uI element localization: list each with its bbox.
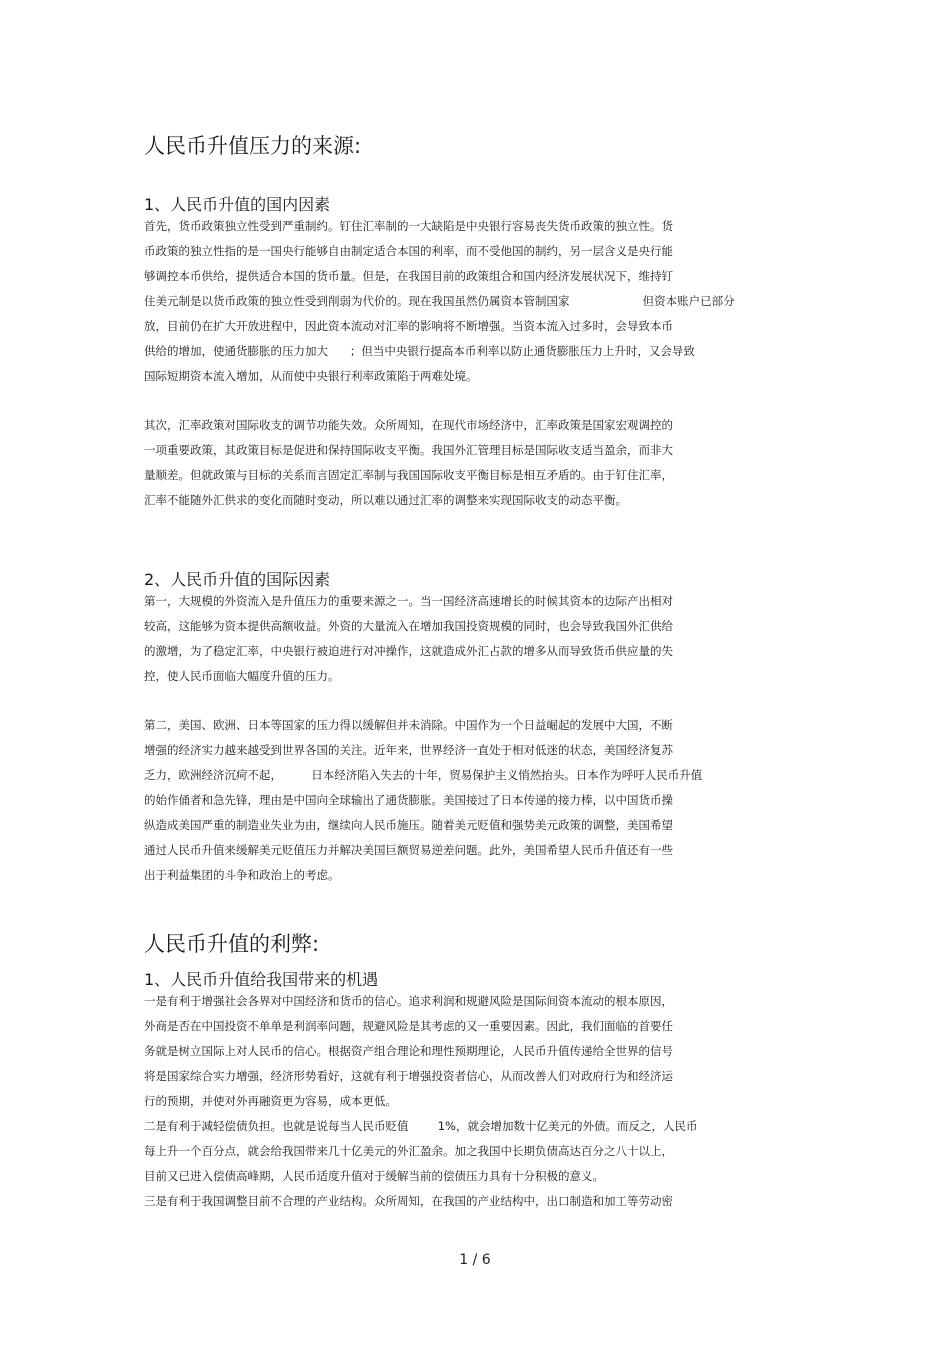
paragraph-line: 的激增，为了稳定汇率，中央银行被迫进行对冲操作，这就造成外汇占款的增多从而导致货币供应量的失: [144, 644, 673, 658]
paragraph-line: 一项重要政策，其政策目标是促进和保持国际收支平衡。我国外汇管理目标是国际收支适当盈余，而非大: [144, 443, 673, 457]
paragraph-line: 三是有利于我国调整目前不合理的产业结构。众所周知，在我国的产业结构中，出口制造和加工等劳动密: [144, 1194, 673, 1208]
paragraph-line: 每上升一个百分点，就会给我国带来几十亿美元的外汇盈余。加之我国中长期负债高达百分之八十以上，: [144, 1144, 673, 1158]
subsection-title: 2、人民币升值的国际因素: [144, 570, 331, 589]
paragraph-line: 的始作俑者和急先锋，理由是中国向全球输出了通货膨胀。美国接过了日本传递的接力棒，以中国货币操: [144, 793, 673, 807]
page-indicator: 1 / 6: [459, 1252, 491, 1268]
paragraph-line: 出于利益集团的斗争和政治上的考虑。: [144, 868, 340, 882]
subsection-title: 1、人民币升值的国内因素: [144, 195, 331, 214]
paragraph-line: 行的预期，并使对外再融资更为容易，成本更低。: [144, 1094, 397, 1108]
paragraph-line: 首先，货币政策独立性受到严重制约。钉住汇率制的一大缺陷是中央银行容易丧失货币政策的独立性。货: [144, 219, 673, 233]
paragraph-line: 外商是否在中国投资不单单是利润率问题，规避风险是其考虑的又一重要因素。因此，我们面临的首要任: [144, 1019, 673, 1033]
paragraph-line: 第二，美国、欧洲、日本等国家的压力得以缓解但并未消除。中国作为一个日益崛起的发展中大国，不断: [144, 718, 673, 732]
section-title: 人民币升值的利弊:: [144, 932, 320, 956]
paragraph-line: 二是有利于减轻偿债负担。也就是说每当人民币贬值 1%，就会增加数十亿美元的外债。而反之，人民币: [144, 1119, 698, 1133]
paragraph-line: 住美元制是以货币政策的独立性受到削弱为代价的。现在我国虽然仍属资本管制国家 但资本账户已部分: [144, 294, 735, 308]
paragraph-line: 第一，大规模的外资流入是升值压力的重要来源之一。当一国经济高速增长的时候其资本的边际产出相对: [144, 594, 673, 608]
paragraph-line: 量顺差。但就政策与目标的关系而言固定汇率制与我国国际收支平衡目标是相互矛盾的。由于钉住汇率，: [144, 468, 673, 482]
paragraph-line: 乏力，欧洲经济沉疴不起， 日本经济陷入失去的十年，贸易保护主义悄然抬头。日本作为呼吁人民币升值: [144, 768, 703, 782]
paragraph-line: 目前又已进入偿债高峰期，人民币适度升值对于缓解当前的偿债压力具有十分积极的意义。: [144, 1169, 604, 1183]
paragraph-line: 控，使人民币面临大幅度升值的压力。: [144, 669, 340, 683]
paragraph-line: 通过人民币升值来缓解美元贬值压力并解决美国巨额贸易逆差问题。此外，美国希望人民币升值还有一些: [144, 843, 673, 857]
paragraph-line: 供给的增加，使通货膨胀的压力加大 ；但当中央银行提高本币利率以防止通货膨胀压力上升时，又会导致: [144, 344, 695, 358]
paragraph-line: 其次，汇率政策对国际收支的调节功能失效。众所周知，在现代市场经济中，汇率政策是国家宏观调控的: [144, 418, 673, 432]
section-title: 人民币升值压力的来源:: [144, 134, 362, 158]
paragraph-line: 放，目前仍在扩大开放进程中，因此资本流动对汇率的影响将不断增强。当资本流入过多时，会导致本币: [144, 319, 673, 333]
paragraph-line: 一是有利于增强社会各界对中国经济和货币的信心。追求利润和规避风险是国际间资本流动的根本原因，: [144, 994, 673, 1008]
paragraph-line: 增强的经济实力越来越受到世界各国的关注。近年来，世界经济一直处于相对低迷的状态，美国经济复苏: [144, 743, 673, 757]
paragraph-line: 纵造成美国严重的制造业失业为由，继续向人民币施压。随着美元贬值和强势美元政策的调整，美国希望: [144, 818, 673, 832]
paragraph-line: 务就是树立国际上对人民币的信心。根据资产组合理论和理性预期理论，人民币升值传递给全世界的信号: [144, 1044, 673, 1058]
paragraph-line: 够调控本币供给，提供适合本国的货币量。但是，在我国目前的政策组合和国内经济发展状况下，维持钉: [144, 269, 673, 283]
paragraph-line: 较高，这能够为资本提供高额收益。外资的大量流入在增加我国投资规模的同时，也会导致我国外汇供给: [144, 619, 673, 633]
paragraph-line: 国际短期资本流入增加，从而使中央银行利率政策陷于两难处境。: [144, 369, 478, 383]
subsection-title: 1、人民币升值给我国带来的机遇: [144, 970, 379, 989]
paragraph-line: 币政策的独立性指的是一国央行能够自由制定适合本国的利率，而不受他国的制约，另一层含义是央行能: [144, 244, 673, 258]
paragraph-line: 汇率不能随外汇供求的变化而随时变动，所以难以通过汇率的调整来实现国际收支的动态平衡。: [144, 493, 627, 507]
paragraph-line: 将是国家综合实力增强，经济形势看好，这就有利于增强投资者信心，从而改善人们对政府行为和经济运: [144, 1069, 673, 1083]
